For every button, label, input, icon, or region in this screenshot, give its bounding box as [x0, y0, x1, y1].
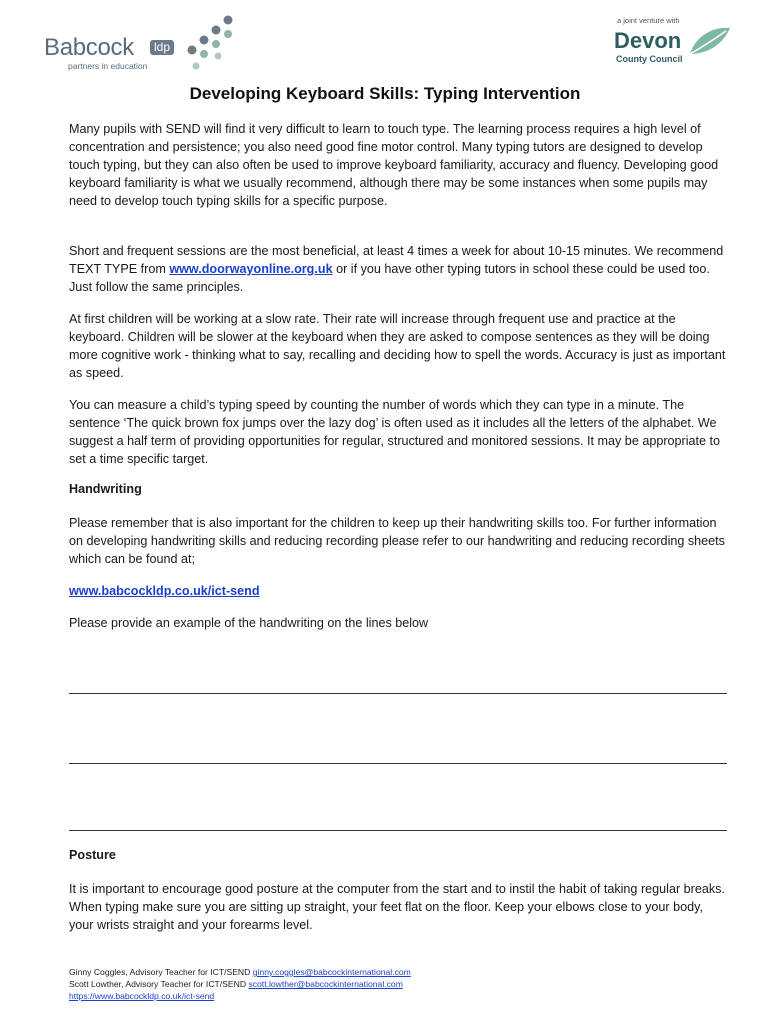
joint-venture-text: a joint venture with [617, 16, 680, 25]
babcock-logo [40, 14, 210, 76]
contact-2-text: Scott Lowther, Advisory Teacher for ICT/SEND [69, 979, 249, 989]
babcock-tagline: partners in education [68, 61, 148, 71]
babcock-wordmark: Babcock [44, 34, 134, 61]
contact-1-email[interactable]: ginny.coggles@babcockinternational.com [252, 967, 411, 977]
devon-wordmark: Devon [614, 28, 682, 53]
handwriting-paragraph: Please remember that is also important for the children to keep up their handwriting skills too. For further information on developing handwriting skills and reducing recording please refer to our handwriting and reducing recording sheets which can be found at; [69, 516, 725, 566]
sessions-text-start: Short and frequent sessions are the most beneficial, at least 4 times a week for about 10-15 minutes. We recommend TEXT TYPE from [69, 244, 724, 276]
sessions-paragraph [69, 242, 729, 296]
babcockldp-link[interactable]: www.babcockldp.co.uk/ict-send [69, 584, 260, 598]
handwriting-prompt: Please provide an example of the handwriting on the lines below [69, 616, 429, 630]
posture-paragraph: It is important to encourage good posture at the computer from the start and to instil the habit of taking regular breaks. When typing make sure you are sitting up straight, your feet flat on the floor. Keep your elbows close to your body, your wrists straight and your forearms level. [69, 882, 725, 932]
footer-contacts [69, 966, 411, 1002]
handwriting-link-line [69, 582, 729, 600]
devon-logo [612, 16, 742, 72]
handwriting-line-1[interactable] [69, 693, 727, 694]
leaf-icon [686, 24, 732, 60]
doorwayonline-link[interactable]: www.doorwayonline.org.uk [169, 262, 333, 276]
handwriting-line-3[interactable] [69, 830, 727, 831]
ldp-badge: ldp [150, 40, 174, 55]
handwriting-line-2[interactable] [69, 763, 727, 764]
intro-paragraph: Many pupils with SEND will find it very difficult to learn to touch type. The learning process requires a high level of concentration and persistence; you also need good fine motor control. Many typing tutors are designed to develop touch typing, but they can also often be used to improve keyboard familiarity, accuracy and fluency. Developing good keyboard familiarity is what we usually recommend, although there may be some instances when some pupils may need to develop touch typing skills for a specific purpose. [69, 122, 719, 208]
contact-2-email[interactable]: scott.lowther@babcockinternational.com [248, 979, 403, 989]
rate-paragraph: At first children will be working at a slow rate. Their rate will increase through frequent use and practice at the keyboard. Children will be slower at the keyboard when they are asked to compose sentences as they will be doing more cognitive work - thinking what to say, recalling and deciding how to spell the words. Accuracy is just as important as speed. [69, 312, 726, 380]
contact-1-text: Ginny Coggles, Advisory Teacher for ICT/SEND [69, 967, 253, 977]
sessions-text-end: or if you have other typing tutors in school these could be used too. Just follow the same principles. [69, 262, 710, 294]
footer-line-1 [69, 966, 411, 978]
page-title: Developing Keyboard Skills: Typing Intervention [189, 84, 581, 103]
county-council-text: County Council [616, 54, 683, 64]
footer-website-link[interactable]: https://www.babcockldp.co.uk/ict-send [69, 991, 215, 1001]
posture-heading: Posture [69, 848, 116, 862]
speed-paragraph: You can measure a child’s typing speed by counting the number of words which they can type in a minute. The sentence ‘The quick brown fox jumps over the lazy dog’ is often used as it includes all the letters of the alphabet. We suggest a half term of providing opportunities for regular, structured and monitored sessions. It may be appropriate to set a time specific target. [69, 398, 721, 466]
footer-line-3 [69, 990, 411, 1002]
handwriting-heading: Handwriting [69, 482, 142, 496]
footer-line-2 [69, 978, 411, 990]
